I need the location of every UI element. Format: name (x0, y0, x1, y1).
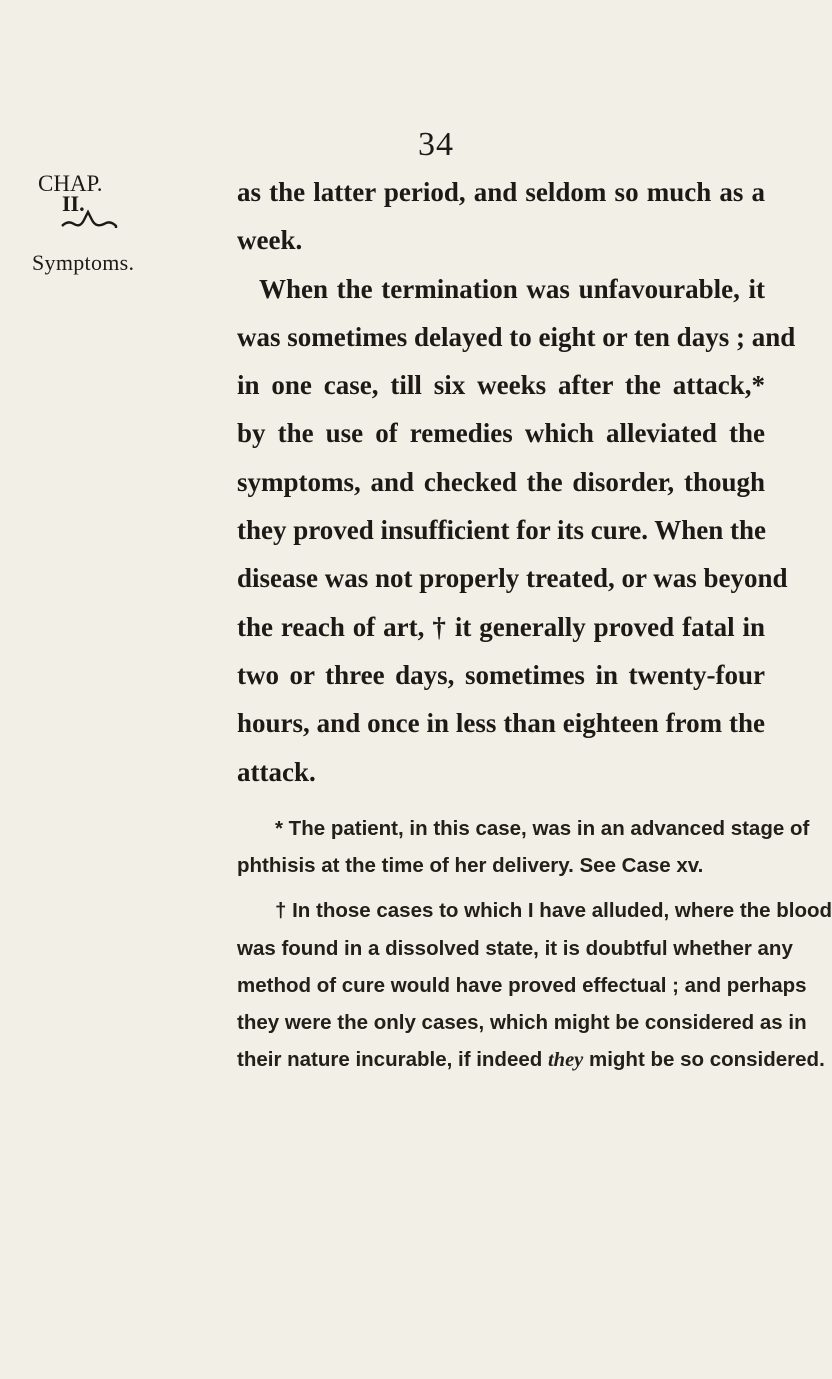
footnote-2-line: † In those cases to which I have alluded, where the blood (275, 899, 832, 923)
page-number: 34 (418, 126, 454, 163)
footnote-2-line: was found in a dissolved state, it is doubtful whether any (237, 936, 793, 960)
side-note-symptoms: Symptoms. (32, 250, 135, 275)
text-line: the reach of art, † it generally proved fatal in (237, 611, 765, 642)
footnote-2-line: method of cure would have proved effectual ; and perhaps (237, 973, 807, 997)
footnote-2-last-line (237, 1041, 825, 1079)
text-line: in one case, till six weeks after the attack,* (237, 370, 765, 401)
text-line: two or three days, sometimes in twenty-four (237, 659, 765, 690)
brace-ornament-icon (60, 206, 120, 230)
footnote-1-line: phthisis at the time of her delivery. See Case xv. (237, 854, 704, 878)
main-text (237, 168, 796, 796)
text-line: symptoms, and checked the disorder, though (237, 466, 765, 497)
text-line: they proved insufficient for its cure. When the (237, 515, 766, 546)
text-line: When the termination was unfavourable, it (259, 273, 765, 304)
text-line: hours, and once in less than eighteen from the (237, 708, 765, 739)
chapter-number: II. (62, 191, 85, 216)
text-line: as the latter period, and seldom so much as a (237, 177, 765, 207)
footnote-2-text-end: might be so considered. (583, 1048, 825, 1072)
footnote-2-text: their nature incurable, if indeed (237, 1048, 548, 1072)
text-line: week. (237, 225, 303, 256)
chapter-label: CHAP. (38, 171, 103, 196)
footnote-2-line: they were the only cases, which might be considered as in (237, 1011, 807, 1035)
text-line: was sometimes delayed to eight or ten days ; and (237, 321, 796, 352)
footnotes (237, 810, 832, 1079)
text-line: attack. (237, 756, 316, 787)
text-line: disease was not properly treated, or was beyond (237, 563, 788, 594)
footnote-gap (237, 884, 763, 892)
footnote-2-italic-word: they (547, 1049, 584, 1072)
text-line: by the use of remedies which alleviated the (237, 418, 765, 449)
footnote-1-line: * The patient, in this case, was in an advanced stage of (275, 817, 810, 840)
